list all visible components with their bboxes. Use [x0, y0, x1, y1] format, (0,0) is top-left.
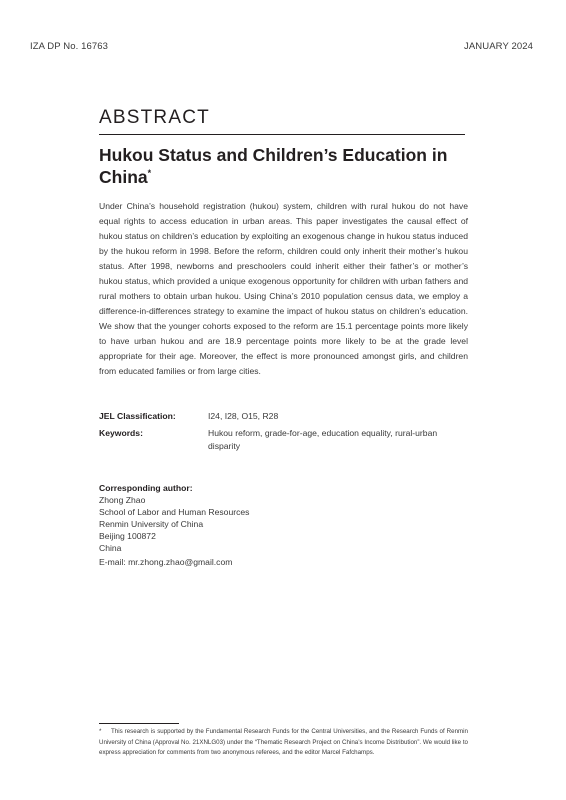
- author-affiliation-university: Renmin University of China: [99, 519, 204, 529]
- corresponding-author-block: [99, 482, 249, 568]
- author-city: Beijing 100872: [99, 531, 156, 541]
- keywords-value: Hukou reform, grade-for-age, education equality, rural-urban disparity: [208, 428, 438, 451]
- paper-title: [99, 144, 469, 188]
- paper-title-text: Hukou Status and Children’s Education in China: [99, 145, 448, 187]
- keywords-row: [99, 427, 469, 455]
- author-affiliation-school: School of Labor and Human Resources: [99, 507, 250, 517]
- keywords-label: Keywords:: [99, 428, 143, 438]
- jel-classification-row: [99, 410, 469, 424]
- footnote-text: This research is supported by the Fundamental Research Funds for the Central Universities, and the Research Funds of Renmin University of China (Approval No. 21XNLG03) under the “Thematic Research Project on China’s Income Distribution”. We would like to express appreciation for comments from two anonymous referees, and the editor Marcel Fafchamps.: [99, 728, 468, 756]
- footnote-mark: *: [99, 728, 102, 735]
- author-email[interactable]: E-mail: mr.zhong.zhao@gmail.com: [99, 557, 233, 567]
- abstract-heading: ABSTRACT: [99, 107, 210, 128]
- author-name: Zhong Zhao: [99, 495, 146, 505]
- heading-divider: [99, 134, 465, 135]
- jel-label: JEL Classification:: [99, 411, 176, 421]
- paper-id: IZA DP No. 16763: [30, 41, 108, 52]
- corresponding-author-label: Corresponding author:: [99, 483, 193, 493]
- footnote-divider: [99, 723, 179, 724]
- footnote: [99, 727, 468, 759]
- author-country: China: [99, 543, 122, 553]
- jel-value: I24, I28, O15, R28: [208, 411, 279, 421]
- publication-date: JANUARY 2024: [464, 41, 533, 52]
- title-footnote-mark: *: [147, 168, 152, 179]
- abstract-body: Under China’s household registration (hukou) system, children with rural hukou do not have equal rights to access education in urban areas. This paper investigates the causal effect of hukou status on children’s education by exploiting an exogenous change in hukou status induced by the hukou reform in 1998. Before the reform, children could only inherit their mother’s hukou status. After 1998, newborns and preschoolers could inherit either their father’s or mother’s hukou status, which provided a unique exogenous opportunity for children with urban fathers and rural mothers to obtain urban hukou. Using China’s 2010 population census data, we employ a difference-in-differences strategy to examine the impact of hukou status on children’s education. We show that the younger cohorts exposed to the reform are 15.1 percentage points more likely to have urban hukou and are 18.9 percentage points more likely to be at the grade level appropriate for their age. Moreover, the effect is more pronounced amongst girls, and children from educated families or from large cities.: [99, 201, 468, 376]
